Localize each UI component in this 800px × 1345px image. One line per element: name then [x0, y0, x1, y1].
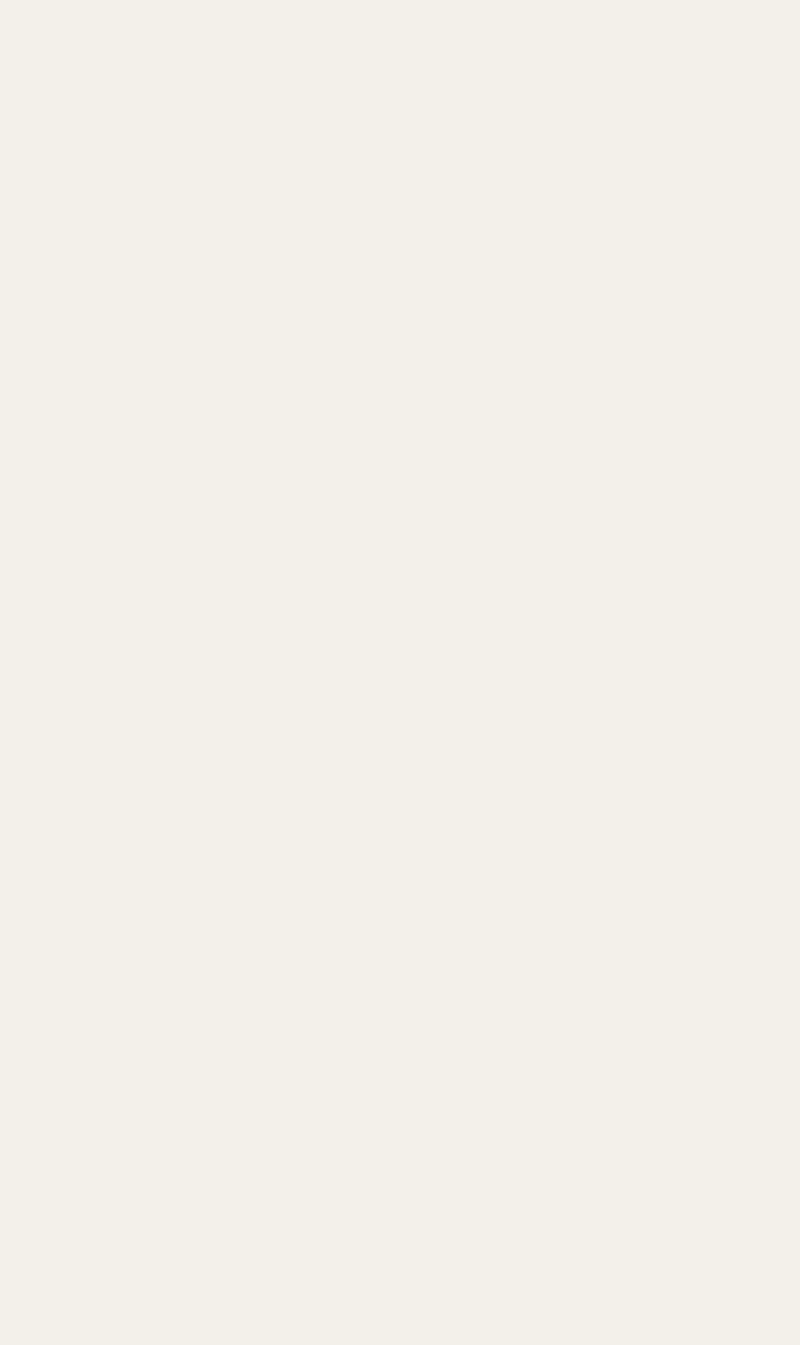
- page-header: [18, 14, 790, 48]
